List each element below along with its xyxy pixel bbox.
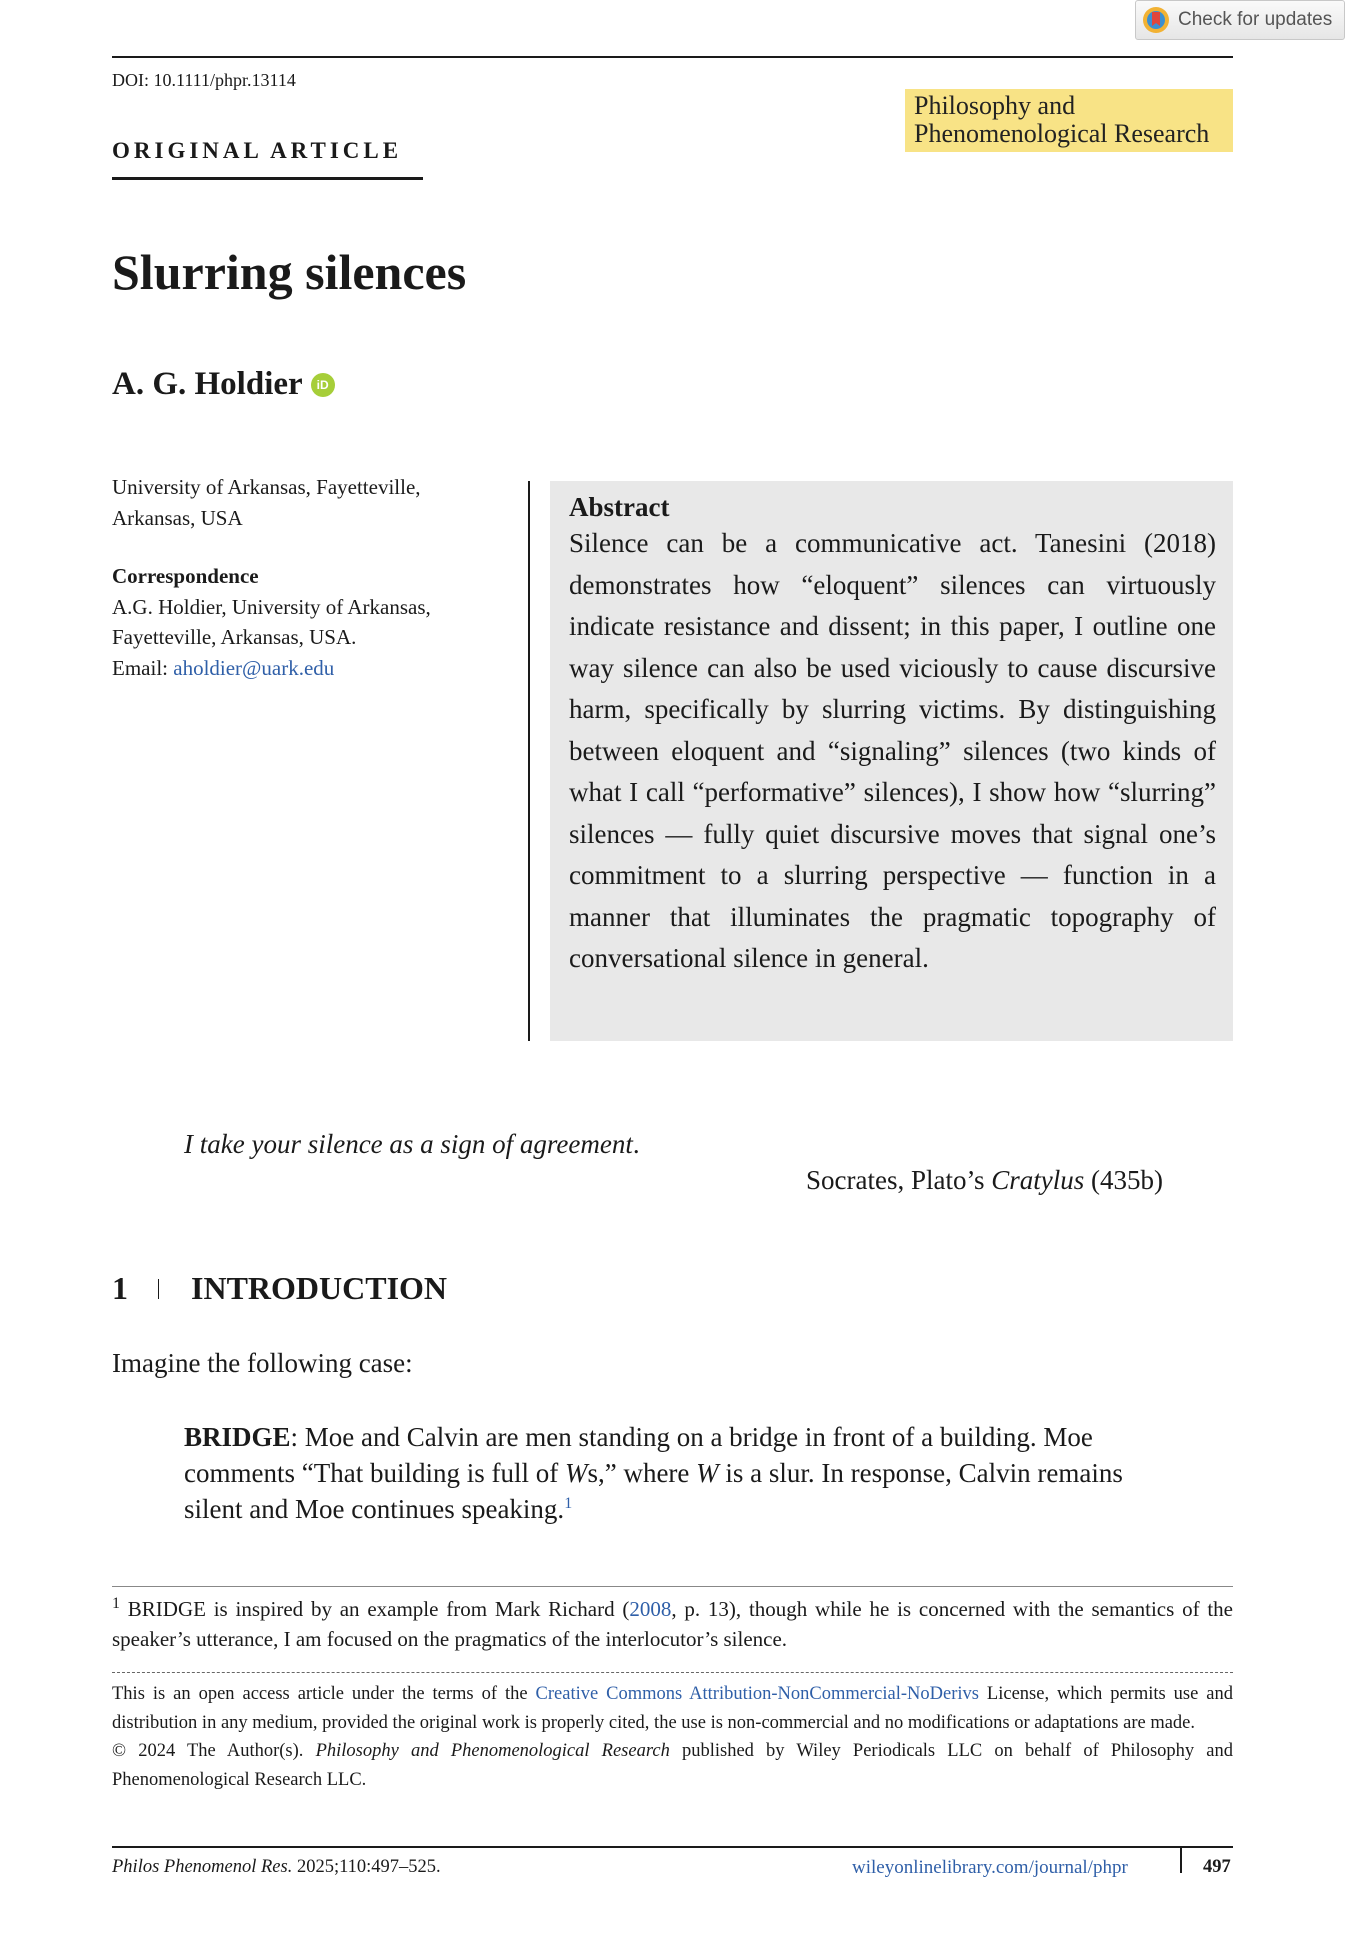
epigraph-cite-prefix: Socrates, Plato’s [806,1165,992,1195]
correspondence-line1: A.G. Holdier, University of Arkansas, [112,594,431,619]
footnote-year-link[interactable]: 2008 [629,1597,672,1621]
author-info [112,472,492,683]
section-divider [158,1279,159,1299]
abstract-box [550,481,1233,1041]
license-link[interactable]: Creative Commons Attribution-NonCommercial-NoDerivs [535,1684,979,1704]
article-type-underline [112,177,423,180]
abstract-text: Silence can be a communicative act. Tanesini (2018) demonstrates how “eloquent” silences can virtuously indicate resistance and dissent; in this paper, I outline one way silence can also be used viciously to cause discursive harm, specifically by slurring victims. By distinguishing between eloquent and “signaling” silences (two kinds of what I call “performative” silences), I show how “slurring” silences — fully quiet discursive moves that signal one’s commitment to a slurring perspective — function in a manner that illuminates the pragmatic topography of conversational silence in general. [569,528,1216,973]
footer-divider [1180,1848,1182,1873]
body-intro: Imagine the following case: [112,1348,413,1378]
footer-rule [112,1846,1233,1848]
footnote-ref[interactable]: 1 [564,1495,573,1512]
journal-badge [905,89,1233,152]
correspondence-line2: Fayetteville, Arkansas, USA. [112,625,357,649]
copyright [112,1737,1233,1794]
license-text-2: License, which permits use and distribution in any medium, provided the original work is properly cited, the use is non-commercial and no modifications or adaptations are made. [112,1684,1233,1733]
bridge-case [184,1419,1164,1527]
page-number: 497 [1203,1857,1231,1877]
bridge-text-3: is a slur. In response, Calvin remains silent and Moe continues speaking. [184,1458,1123,1524]
footer-journal: Philos Phenomenol Res. [112,1857,293,1877]
footnote [112,1594,1233,1654]
footnote-rule [112,1586,1233,1587]
orcid-text: iD [316,377,329,392]
copyright-suffix: published by Wiley Periodicals LLC on behalf of Philosophy and Phenomenological Research LLC. [112,1741,1233,1790]
journal-name-line1: Philosophy and [914,91,1076,120]
email-link[interactable]: aholdier@uark.edu [173,655,335,680]
orcid-icon[interactable] [311,373,335,397]
epigraph-citation [793,1165,1163,1196]
copyright-prefix: © 2024 The Author(s). [112,1741,316,1761]
bridge-label: BRIDGE [184,1422,291,1452]
footnote-text-1: BRIDGE is inspired by an example from Mark Richard ( [120,1597,630,1621]
email-label: Email: [112,655,174,680]
abstract-divider [528,481,530,1041]
bridge-w-1: W [564,1458,588,1488]
doi: DOI: 10.1111/phpr.13114 [112,70,296,90]
affiliation-line1: University of Arkansas, Fayetteville, [112,475,421,499]
header-rule [112,56,1233,58]
article-title: Slurring silences [112,244,467,300]
journal-name-line2: Phenomenological Research [914,119,1210,148]
article-type: ORIGINAL ARTICLE [112,138,403,163]
correspondence-email [112,653,492,684]
epigraph-cite-work: Cratylus [991,1165,1085,1195]
section-heading [112,1270,447,1307]
epigraph-quote-end: . [632,1129,640,1159]
affiliation-line2: Arkansas, USA [112,505,243,530]
copyright-journal: Philosophy and Phenomenological Research [315,1741,670,1761]
journal-url-link[interactable]: wileyonlinelibrary.com/journal/phpr [852,1857,1128,1878]
footer-volume: 2025;110:497–525. [292,1857,441,1877]
footer-citation [112,1857,441,1878]
author [112,366,335,403]
check-for-updates-label: Check for updates [1178,9,1333,30]
crossmark-icon [1142,6,1170,34]
epigraph-quote [184,1129,640,1160]
license-block [112,1680,1233,1794]
check-for-updates-button[interactable] [1135,0,1345,40]
section-number: 1 [112,1270,128,1306]
footnote-number: 1 [112,1595,120,1612]
abstract-heading: Abstract [569,492,670,522]
epigraph-quote-text: I take your silence as a sign of agreement [184,1129,633,1159]
correspondence-heading: Correspondence [112,564,259,588]
bridge-w-2: W [696,1458,719,1488]
bridge-text-2: s,” where [587,1458,697,1488]
author-name: A. G. Holdier [112,366,303,402]
license-text-1: This is an open access article under the terms of the [112,1684,536,1704]
license-text [112,1680,1233,1737]
footnote-text-2: , p. 13), though while he is concerned with the semantics of the speaker’s utterance, I am focused on the pragmatics of the interlocutor’s silence. [112,1597,1233,1651]
license-rule [112,1672,1233,1673]
epigraph-cite-suffix: (435b) [1084,1165,1163,1195]
section-title: INTRODUCTION [191,1270,448,1306]
bridge-text-1: : Moe and Calvin are men standing on a bridge in front of a building. Moe comments “That building is full of [184,1422,1093,1488]
